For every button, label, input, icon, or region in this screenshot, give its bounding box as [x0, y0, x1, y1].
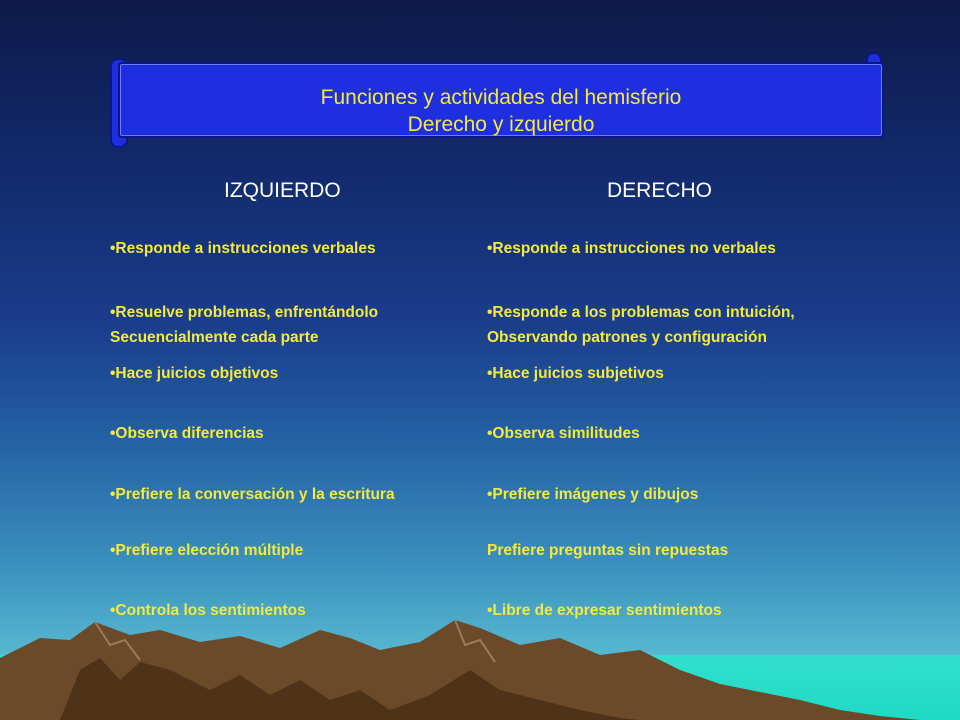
left-item — [110, 300, 378, 350]
title-line-2: Derecho y izquierdo — [407, 113, 595, 136]
slide-title — [120, 84, 882, 138]
item-text: •Hace juicios subjetivos — [487, 365, 664, 382]
item-text: •Prefiere elección múltiple — [110, 542, 304, 559]
right-item — [487, 538, 728, 563]
right-item — [487, 421, 640, 446]
column-header-left: IZQUIERDO — [224, 179, 341, 202]
right-item — [487, 361, 664, 386]
left-item — [110, 421, 264, 446]
item-text: •Responde a instrucciones no verbales — [487, 240, 776, 257]
left-item — [110, 236, 376, 261]
item-text: •Libre de expresar sentimientos — [487, 602, 722, 619]
title-line-1: Funciones y actividades del hemisferio — [320, 86, 682, 109]
item-text: Prefiere preguntas sin repuestas — [487, 542, 729, 559]
item-text: •Controla los sentimientos — [110, 602, 306, 619]
item-text: •Responde a instrucciones verbales — [110, 240, 376, 257]
right-item — [487, 482, 698, 507]
left-item — [110, 598, 306, 623]
right-item — [487, 598, 722, 623]
item-text: Observando patrones y configuración — [487, 329, 767, 346]
item-text: •Observa diferencias — [110, 425, 264, 442]
left-item — [110, 538, 303, 563]
column-header-right: DERECHO — [607, 179, 713, 202]
item-text: •Prefiere la conversación y la escritura — [110, 486, 395, 503]
left-item — [110, 361, 278, 386]
item-text: •Hace juicios objetivos — [110, 365, 279, 382]
item-text: •Observa similitudes — [487, 425, 640, 442]
title-banner-scroll — [110, 52, 882, 144]
item-text: Secuencialmente cada parte — [110, 329, 319, 346]
right-item — [487, 300, 795, 350]
scroll-body — [118, 62, 884, 138]
item-text: •Responde a los problemas con intuición, — [487, 304, 795, 321]
left-item — [110, 482, 395, 507]
right-item — [487, 236, 776, 261]
item-text: •Resuelve problemas, enfrentándolo — [110, 304, 379, 321]
item-text: •Prefiere imágenes y dibujos — [487, 486, 699, 503]
